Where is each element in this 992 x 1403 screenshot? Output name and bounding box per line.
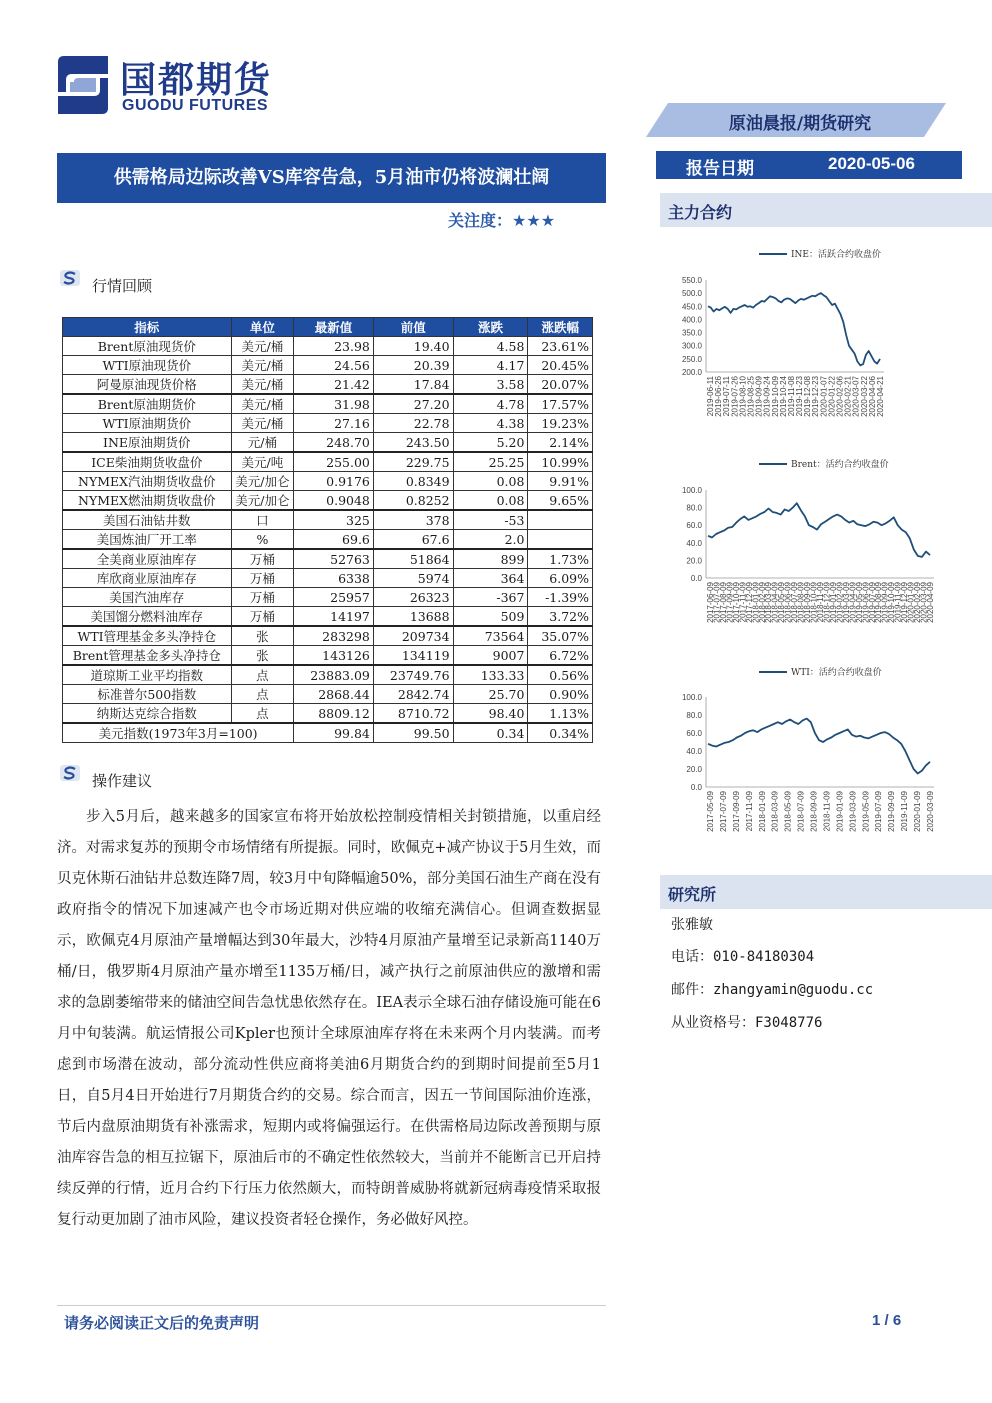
x-tick-label: 2020-01-22 [827,376,837,417]
table-row [63,491,593,511]
table-cell: 19.23% [528,414,593,433]
y-tick-label: 80.0 [686,711,702,720]
x-tick-label: 2018-02-09 [757,582,767,623]
table-row [63,433,593,453]
table-cell: 5974 [373,569,453,588]
table-cell: Brent管理基金多头净持仓 [63,646,232,666]
table-cell: 283298 [294,626,374,646]
col-header-indicator: 指标 [63,318,232,337]
table-cell: 美元/吨 [231,452,294,472]
advice-text: 步入5月后，越来越多的国家宣布将开始放松控制疫情相关封锁措施，以重启经济。对需求复苏的预期令市场情绪有所提振。同时，欧佩克+减产协议于5月生效，而贝克休斯石油钻井总数连降7周，较3月中旬降幅逾50%，部分美国石油生产商在没有政府指令的情况下加速减产也令市场近期对供应端的收缩充满信心。但调查数据显示，欧佩克4月原油产量增幅达到30年最大，沙特4月原油产量增至记录新高1140万桶/日，俄罗斯4月原油产量亦增至1135万桶/日，减产执行之前原油供应的激增和需求的急剧萎缩带来的储油空间告急忧患依然存在。IEA表示全球石油存储设施可能在6月中旬装满。航运情报公司Kpler也预计全球原油库存将在未来两个月内装满。而考虑到市场潜在波动，部分流动性供应商将美油6月期货合约的到期时间提前至5月1日，自5月4日开始进行7月期货合约的交易。综合而言，因五一节间国际油价连涨，节后内盘原油期货有补涨需求，短期内或将偏强运行。在供需格局边际改善预期与原油库容告急的相互拉锯下，原油后市的不确定性依然较大，当前并不能断言已开启持续反弹的行情，近月合约下行压力依然颇大，而特朗普威胁将就新冠病毒疫情采取报复行动更加剧了油市风险，建议投资者轻仓操作，务必做好风控。 [57,809,601,1228]
table-cell: 4.58 [453,337,528,356]
col-header-latest: 最新值 [294,318,374,337]
table-cell: 0.34% [528,723,593,743]
table-cell: 133.33 [453,665,528,685]
date-label: 报告日期 [686,159,754,179]
table-cell: 张 [231,646,294,666]
table-cell: Brent原油现货价 [63,337,232,356]
table-cell: 美国石油钻井数 [63,510,232,530]
table-cell: 0.34 [453,723,528,743]
table-cell: 209734 [373,626,453,646]
x-tick-label: 2019-08-10 [738,376,748,417]
x-tick-label: 2018-11-09 [816,582,825,623]
table-cell: WTI原油期货价 [63,414,232,433]
table-cell: 美元/桶 [231,356,294,375]
table-row [63,704,593,724]
table-row [63,607,593,627]
table-row [63,394,593,414]
x-tick-label: 2019-06-11 [706,376,715,417]
table-row [63,646,593,666]
table-cell: 2842.74 [373,685,453,704]
table-cell: 25.25 [453,452,528,472]
x-tick-label: 2018-12-09 [822,582,832,623]
x-tick-label: 2019-07-11 [722,376,732,417]
analyst-name: 张雅敏 [671,917,713,933]
table-row [63,685,593,704]
table-cell: 6.09% [528,569,593,588]
table-cell: 口 [231,510,294,530]
table-row [63,337,593,356]
price-series-line [708,719,930,774]
table-cell: 20.07% [528,375,593,395]
table-cell: 13688 [373,607,453,627]
x-tick-label: 2018-07-09 [790,582,800,623]
table-header-row [63,318,593,337]
table-cell: 27.20 [373,394,453,414]
x-tick-label: 2017-07-09 [718,791,728,832]
table-cell: 8710.72 [373,704,453,724]
table-cell: 23883.09 [294,665,374,685]
table-cell: 库欣商业原油库存 [63,569,232,588]
table-cell: 20.45% [528,356,593,375]
table-cell: 元/桶 [231,433,294,453]
legend-label: INE：活跃合约收盘价 [791,250,882,260]
y-tick-label: 60.0 [686,521,702,531]
table-cell: % [231,530,294,550]
y-tick-label: 450.0 [681,302,702,312]
x-tick-label: 2019-11-09 [900,791,910,832]
table-cell: 22.78 [373,414,453,433]
table-cell: Brent原油期货价 [63,394,232,414]
table-cell: 美元/桶 [231,414,294,433]
table-cell: 17.84 [373,375,453,395]
y-tick-label: 400.0 [681,315,702,325]
operation-advice-heading: 操作建议 [92,772,153,790]
table-cell: 23.61% [528,337,593,356]
table-cell: 美元/加仑 [231,491,294,511]
table-cell: 229.75 [373,452,453,472]
table-cell: 1.13% [528,704,593,724]
x-tick-label: 2017-11-09 [744,791,754,832]
table-cell: 364 [453,569,528,588]
table-cell: 509 [453,607,528,627]
table-cell: 25.70 [453,685,528,704]
table-cell: 美国炼油厂开工率 [63,530,232,550]
section-s-icon [60,270,80,286]
table-cell: 73564 [453,626,528,646]
x-tick-label: 2018-05-09 [783,791,793,832]
table-cell: 0.9048 [294,491,374,511]
table-cell: 21.42 [294,375,374,395]
y-tick-label: 0.0 [690,574,702,583]
table-cell: 31.98 [294,394,374,414]
x-tick-label: 2019-09-24 [762,376,772,417]
table-cell: -367 [453,588,528,607]
market-review-heading: 行情回顾 [92,277,153,295]
x-tick-label: 2018-05-09 [777,582,787,623]
y-tick-label: 20.0 [686,765,702,774]
x-tick-label: 2019-03-09 [841,582,851,623]
research-label: 研究所 [668,885,717,904]
x-tick-label: 2018-09-09 [809,791,819,832]
x-tick-label: 2018-07-09 [796,791,806,832]
x-tick-label: 2020-04-21 [876,376,885,417]
table-cell: WTI原油现货价 [63,356,232,375]
table-cell: INE原油期货价 [63,433,232,453]
x-tick-label: 2019-11-09 [893,582,903,623]
table-row [63,472,593,491]
table-cell: 4.17 [453,356,528,375]
x-tick-label: 2019-08-09 [874,582,884,623]
table-cell: 5.20 [453,433,528,453]
table-cell: 美元指数(1973年3月=100) [63,723,294,743]
x-tick-label: 2019-09-09 [754,376,764,417]
y-tick-label: 40.0 [686,747,702,756]
table-row [63,452,593,472]
table-cell: 万桶 [231,588,294,607]
table-row [63,588,593,607]
market-data-table [62,317,593,743]
analyst-phone: 电话：010-84180304 [671,949,815,965]
x-tick-label: 2019-06-26 [714,376,724,417]
y-tick-label: 20.0 [686,556,702,566]
x-tick-label: 2019-05-09 [854,582,864,623]
y-tick-label: 350.0 [681,328,702,338]
y-tick-label: 200.0 [681,368,702,377]
y-tick-label: 500.0 [681,289,702,299]
table-cell: 8809.12 [294,704,374,724]
table-cell: 69.6 [294,530,374,550]
table-cell: 35.07% [528,626,593,646]
x-tick-label: 2019-08-25 [746,376,756,417]
x-tick-label: 2019-12-09 [900,582,910,623]
table-cell: 点 [231,685,294,704]
x-tick-label: 2018-11-09 [822,791,832,832]
x-tick-label: 2019-07-09 [874,791,884,832]
table-cell: 19.40 [373,337,453,356]
x-tick-label: 2018-08-09 [796,582,806,623]
x-tick-label: 2020-01-09 [906,582,916,623]
table-cell: 0.9176 [294,472,374,491]
price-series-line [708,293,880,365]
table-cell: 万桶 [231,607,294,627]
section-s-icon [60,765,80,781]
table-cell: 243.50 [373,433,453,453]
x-tick-label: 2020-02-09 [913,582,923,623]
table-cell: 248.70 [294,433,374,453]
report-date: 2020-05-06 [828,154,915,173]
y-tick-label: 100.0 [681,693,702,702]
table-cell: 3.72% [528,607,593,627]
table-cell: 0.08 [453,472,528,491]
x-tick-label: 2018-01-09 [751,582,761,623]
x-tick-label: 2020-04-06 [867,376,877,417]
table-cell: 万桶 [231,549,294,569]
table-cell: 23749.76 [373,665,453,685]
x-tick-label: 2017-10-09 [731,582,741,623]
table-cell: 27.16 [294,414,374,433]
table-cell: 6338 [294,569,374,588]
y-tick-label: 80.0 [686,503,702,513]
x-tick-label: 2018-10-09 [809,582,819,623]
x-tick-label: 2020-04-09 [926,582,935,623]
table-cell: 4.78 [453,394,528,414]
x-tick-label: 2020-02-06 [835,376,845,417]
table-cell: 0.90% [528,685,593,704]
table-cell: 6.72% [528,646,593,666]
x-tick-label: 2020-03-07 [851,376,861,417]
attention-rating: 关注度：★★★ [448,211,556,230]
x-tick-label: 2019-09-09 [880,582,890,623]
x-tick-label: 2019-06-09 [861,582,871,623]
x-tick-label: 2018-03-09 [764,582,774,623]
col-header-previous: 前值 [373,318,453,337]
table-row [63,665,593,685]
brent-price-chart [664,452,944,662]
x-tick-label: 2019-10-09 [770,376,780,417]
table-cell [528,530,593,550]
x-tick-label: 2017-05-09 [706,791,715,832]
x-tick-label: 2020-01-09 [913,791,923,832]
x-tick-label: 2018-09-09 [803,582,813,623]
table-cell: 标准普尔500指数 [63,685,232,704]
table-cell: -53 [453,510,528,530]
table-cell: 98.40 [453,704,528,724]
table-cell: 美元/桶 [231,375,294,395]
table-cell: 1.73% [528,549,593,569]
x-tick-label: 2020-03-22 [859,376,869,417]
x-tick-label: 2019-01-09 [835,791,845,832]
y-tick-label: 550.0 [681,276,702,285]
x-tick-label: 2019-12-23 [811,376,821,417]
x-tick-label: 2017-09-09 [731,791,741,832]
y-tick-label: 0.0 [690,783,702,792]
table-cell: 24.56 [294,356,374,375]
ine-price-chart [664,240,884,440]
wti-price-chart [664,660,944,840]
table-cell: 张 [231,626,294,646]
table-row [63,723,593,743]
legend-label: Brent：活约合约收盘价 [791,460,889,470]
x-tick-label: 2020-03-09 [919,582,929,623]
disclaimer-link[interactable]: 请务必阅读正文后的免责声明 [64,1314,260,1332]
x-tick-label: 2020-03-09 [926,791,935,832]
table-cell: 9.65% [528,491,593,511]
table-cell: 阿曼原油现货价格 [63,375,232,395]
table-cell: 美元/桶 [231,337,294,356]
x-tick-label: 2017-12-09 [744,582,754,623]
table-row [63,375,593,395]
col-header-change: 涨跌 [453,318,528,337]
table-cell: 美国汽油库存 [63,588,232,607]
table-row [63,626,593,646]
table-cell: 2.14% [528,433,593,453]
table-cell: 全美商业原油库存 [63,549,232,569]
table-cell: 99.84 [294,723,374,743]
x-tick-label: 2019-05-09 [861,791,871,832]
table-cell: 0.56% [528,665,593,685]
x-tick-label: 2019-01-09 [828,582,838,623]
x-tick-label: 2017-06-09 [706,582,715,623]
table-cell: 17.57% [528,394,593,414]
table-cell: 美国馏分燃料油库存 [63,607,232,627]
table-cell: 23.98 [294,337,374,356]
x-tick-label: 2018-03-09 [770,791,780,832]
y-tick-label: 100.0 [681,486,702,495]
analyst-email: 邮件：zhangyamin@guodu.cc [671,982,874,998]
x-tick-label: 2019-10-09 [887,582,897,623]
x-tick-label: 2019-04-09 [848,582,858,623]
main-contract-label: 主力合约 [668,203,733,222]
table-cell: 点 [231,704,294,724]
table-cell: 9007 [453,646,528,666]
price-series-line [708,503,930,557]
table-cell: 255.00 [294,452,374,472]
col-header-change-pct: 涨跌幅 [528,318,593,337]
table-cell: 点 [231,665,294,685]
x-tick-label: 2019-12-08 [803,376,813,417]
table-cell: 10.99% [528,452,593,472]
x-tick-label: 2019-07-26 [730,376,740,417]
x-tick-label: 2017-09-09 [725,582,735,623]
table-row [63,549,593,569]
table-cell: 99.50 [373,723,453,743]
table-cell: 51864 [373,549,453,569]
table-cell: 899 [453,549,528,569]
report-title: 供需格局边际改善VS库容告急，5月油市仍将波澜壮阔 [113,167,550,188]
x-tick-label: 2019-07-09 [867,582,877,623]
guodu-logo-icon [50,52,116,118]
table-cell: 9.91% [528,472,593,491]
y-tick-label: 60.0 [686,729,702,738]
table-cell: 2868.44 [294,685,374,704]
footer-divider [57,1305,606,1306]
x-tick-label: 2018-04-09 [770,582,780,623]
table-cell: 美元/桶 [231,394,294,414]
table-cell: 0.08 [453,491,528,511]
table-cell: 20.39 [373,356,453,375]
table-cell: 0.8252 [373,491,453,511]
table-cell: 325 [294,510,374,530]
table-row [63,510,593,530]
table-row [63,414,593,433]
table-cell: 143126 [294,646,374,666]
table-cell: 25957 [294,588,374,607]
table-cell: 0.8349 [373,472,453,491]
table-cell: 26323 [373,588,453,607]
report-type-label: 原油晨报/期货研究 [728,114,872,134]
table-cell: 67.6 [373,530,453,550]
table-cell: 美元/加仑 [231,472,294,491]
y-tick-label: 40.0 [686,538,702,548]
table-cell: 2.0 [453,530,528,550]
table-cell: 14197 [294,607,374,627]
x-tick-label: 2018-06-09 [783,582,793,623]
x-tick-label: 2019-03-09 [848,791,858,832]
x-tick-label: 2017-08-09 [718,582,728,623]
legend-label: WTI：活约合约收盘价 [791,668,882,678]
table-cell: 3.58 [453,375,528,395]
y-tick-label: 250.0 [681,354,702,364]
x-tick-label: 2019-02-09 [835,582,845,623]
x-tick-label: 2019-10-24 [778,376,788,417]
y-tick-label: 300.0 [681,341,702,351]
logo-text-en: GUODU FUTURES [122,97,269,114]
x-tick-label: 2020-02-21 [843,376,853,417]
analyst-license: 从业资格号：F3048776 [671,1015,823,1031]
table-cell: 378 [373,510,453,530]
table-cell: NYMEX汽油期货收盘价 [63,472,232,491]
table-cell: 万桶 [231,569,294,588]
x-tick-label: 2019-11-23 [795,376,805,417]
x-tick-label: 2019-11-08 [786,376,796,417]
table-cell: 4.38 [453,414,528,433]
table-cell: 纳斯达克综合指数 [63,704,232,724]
x-tick-label: 2017-07-09 [712,582,722,623]
x-tick-label: 2020-01-07 [819,376,829,417]
logo-text-cn: 国都期货 [120,59,273,101]
x-tick-label: 2019-09-09 [887,791,897,832]
col-header-unit: 单位 [231,318,294,337]
x-tick-label: 2018-01-09 [757,791,767,832]
table-row [63,356,593,375]
table-cell: 52763 [294,549,374,569]
advice-paragraph [57,802,601,1236]
table-row [63,569,593,588]
page-number: 1 / 6 [872,1312,902,1329]
table-cell [528,510,593,530]
table-cell: WTI管理基金多头净持仓 [63,626,232,646]
table-cell: 134119 [373,646,453,666]
table-cell: 道琼斯工业平均指数 [63,665,232,685]
table-cell: NYMEX燃油期货收盘价 [63,491,232,511]
x-tick-label: 2017-11-09 [738,582,748,623]
table-cell: -1.39% [528,588,593,607]
table-cell: ICE柴油期货收盘价 [63,452,232,472]
table-row [63,530,593,550]
